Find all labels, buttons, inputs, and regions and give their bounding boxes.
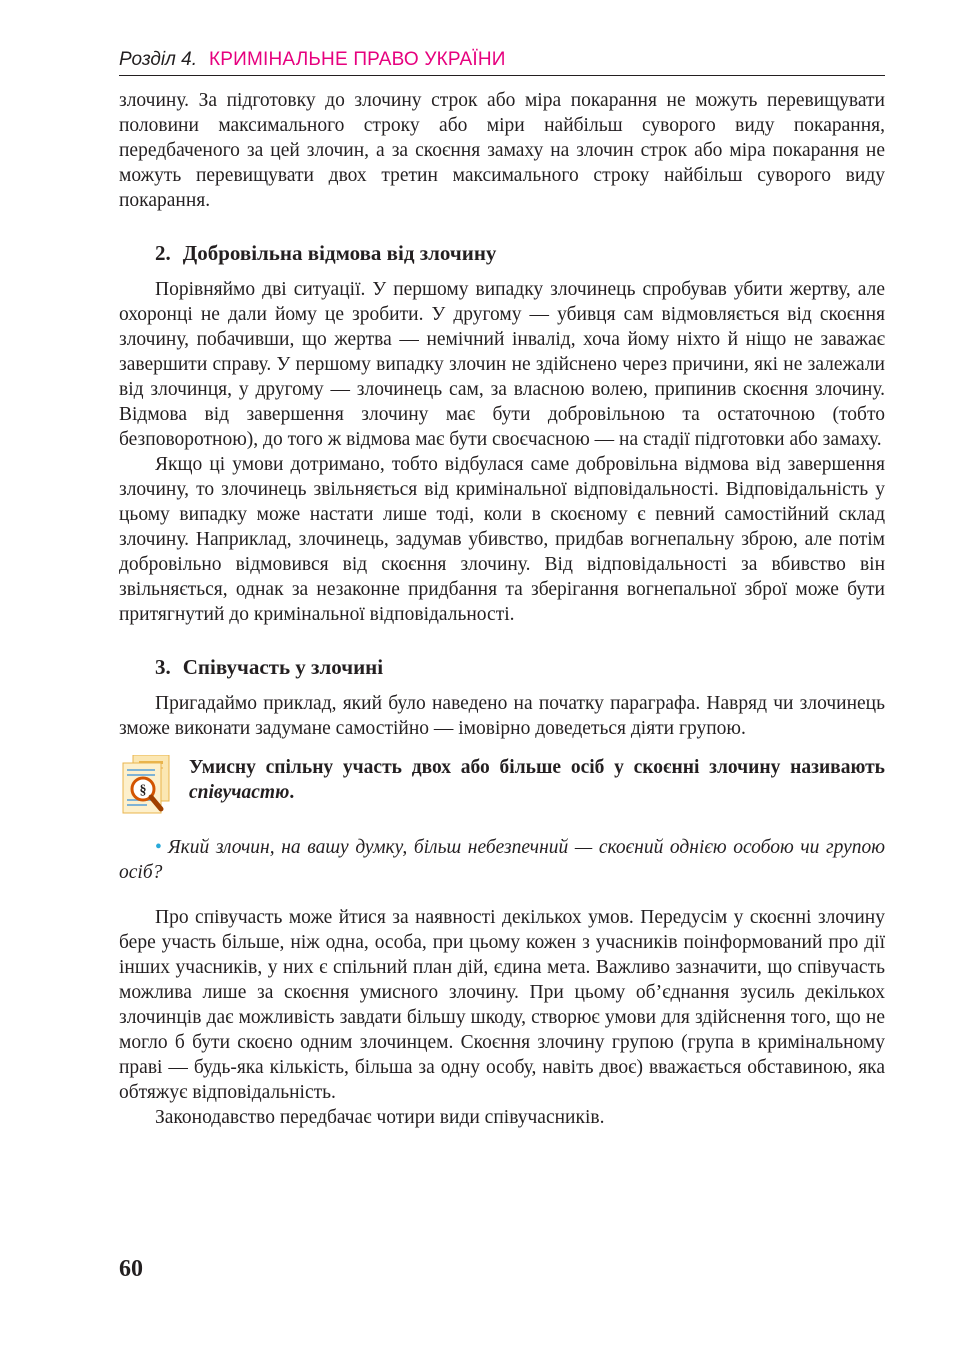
- question-bullet: •: [155, 837, 162, 858]
- page-content: [119, 88, 885, 1130]
- chapter-label: Розділ 4.: [119, 49, 197, 70]
- definition-text: [189, 755, 885, 805]
- section-3-heading: [119, 653, 885, 681]
- section-3-paragraph: Законодавство передбачає чотири види співучасників.: [155, 1107, 605, 1128]
- section-2-heading: [119, 239, 885, 267]
- definition-box: [119, 755, 885, 817]
- section-3-title: Співучасть у злочині: [182, 655, 384, 679]
- svg-text:§: §: [139, 783, 147, 798]
- chapter-title: КРИМІНАЛЬНЕ ПРАВО УКРАЇНИ: [209, 49, 506, 70]
- section-2-paragraph: Якщо ці умови дотримано, тобто відбулася саме добровільна відмова від завершення злочину, то злочинець звільняється від кримінальної відповідальності. Відповідальність у цьому випадку може настати лише тоді, коли в скоєному є певний самостійний склад злочину. Наприклад, злочинець, задумав убивство, придбав вогнепальну зброю, але потім добровільно відмовився від скоєння злочину. Від відповідальності за вбивство він звільняється, однак за незаконне придбання та зберігання вогнепальної зброї може бути притягнутий до кримінальної відповідальності.: [119, 454, 885, 625]
- section-3-number: 3.: [155, 655, 171, 679]
- definition-term: співучастю: [189, 782, 290, 803]
- section-2-paragraph: Порівняймо дві ситуації. У першому випадку злочинець спробував убити жертву, але охоронці не дали йому це зробити. У другому — убивця сам відмовляється від скоєння злочину, побачивши, що жертва — немічний інвалід, хоча йому ніхто й ніщо не заважає завершити справу. У першому випадку злочин не здійснено через причини, які не залежали від злочинця, у другому — злочинець сам, за власною волею, припинив скоєння злочину. Відмова від завершення злочину має бути добровільною та остаточною (тобто безповоротною), до того ж відмова має бути своєчасною — на стадії підготовки або замаху.: [119, 279, 885, 450]
- definition-lead: Умисну спільну участь двох або більше осіб у скоєнні злочину називають: [189, 757, 885, 778]
- discussion-question: [119, 835, 885, 885]
- page-number: 60: [119, 1256, 143, 1282]
- running-header: [119, 48, 885, 76]
- section-2-number: 2.: [155, 241, 171, 265]
- section-3-intro-paragraph: Пригадаймо приклад, який було наведено на початку параграфа. Навряд чи злочинець зможе виконати задумане самостійно — імовірно доведеться діяти групою.: [119, 693, 885, 739]
- section-3-paragraph: Про співучасть може йтися за наявності декількох умов. Передусім у скоєнні злочину бере участь більше, ніж одна, особа, при цьому кожен з учасників поінформований про дії інших учасників, у них є спільний план дій, єдина мета. Важливо зазначити, що співучасть можлива лише за скоєння умисного злочину. При цьому об’єднання зусиль декількох злочинців дає можливість завдати більшу шкоду, створює умови для здійснення того, що не могло б бути скоєно одним злочинцем. Скоєння злочину групою (група в кримінальному праві — будь-яка кількість, більша за одну особу, навіть двоє) вважається обставиною, яка обтяжує відповідальність.: [119, 907, 885, 1103]
- definition-period: .: [289, 782, 295, 803]
- intro-paragraph: злочину. За підготовку до злочину строк або міра покарання не можуть перевищувати половини максимального строку або міри найбільш суворого виду покарання, передбаченого за цей злочин, а за скоєння замаху на злочин строк або міра покарання не можуть перевищувати двох третин максимального строку найбільш суворого виду покарання.: [119, 90, 885, 211]
- section-2-title: Добровільна відмова від злочину: [182, 241, 497, 265]
- document-magnifier-icon: [119, 755, 173, 817]
- question-text: Який злочин, на вашу думку, більш небезпечний — скоєний однією особою чи групою осіб?: [119, 837, 885, 883]
